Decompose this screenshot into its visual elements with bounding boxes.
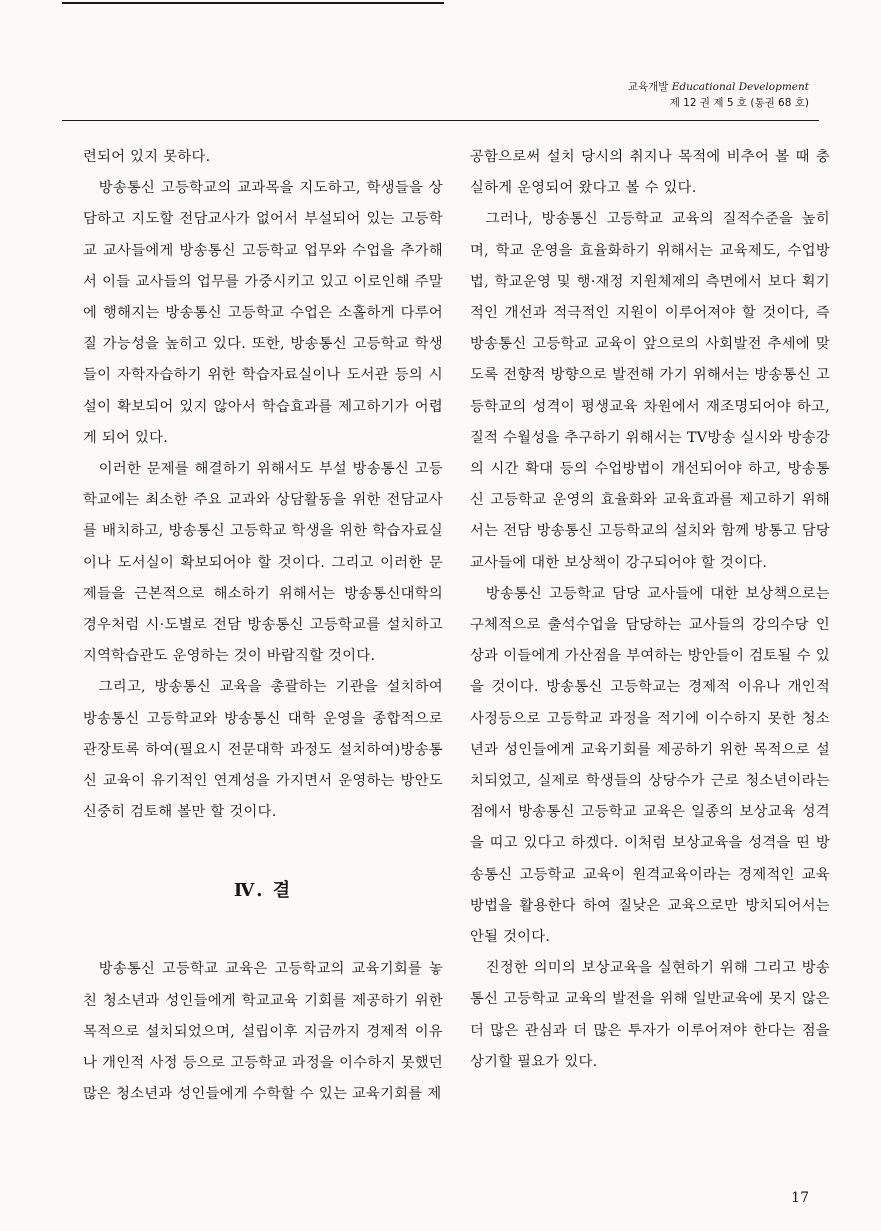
section-title: Ⅳ. 결 <box>233 880 293 902</box>
left-column <box>83 142 443 1110</box>
paragraph: 진정한 의미의 보상교육을 실현하기 위해 그리고 방송통신 고등학교 교육의 발전을 위해 일반교육에 못지 않은 더 많은 관심과 더 많은 투자가 이루어져야 한다는 점을 상기할 필요가 있다. <box>470 960 830 1070</box>
paragraph: 련되어 있지 못하다. <box>83 149 211 165</box>
right-column <box>470 142 830 1078</box>
header-rule <box>62 120 819 121</box>
paragraph: 그리고, 방송통신 교육을 총괄하는 기관을 설치하여 방송통신 고등학교와 방송통신 대학 운영을 종합적으로 관장토록 하여(필요시 전문대학 과정도 설치하여)방송통신 교육이 유기적인 연계성을 가지면서 운영하는 방안도 신중히 검토해 볼만 할 것이다. <box>83 679 443 821</box>
journal-title-en: Educational Development <box>671 81 809 93</box>
paragraph: 방송통신 고등학교의 교과목을 지도하고, 학생들을 상담하고 지도할 전담교사가 없어서 부설되어 있는 고등학교 교사들에게 방송통신 고등학교 업무와 수업을 추가해서 이들 교사들의 업무를 가중시키고 있고 이로인해 주말에 행해지는 방송통신 고등학교 수업은 소홀하게 다루어질 가능성을 높히고 있다. 또한, 방송통신 고등학교 학생들이 자학자습하기 위한 학습자료실이나 도서관 등의 시설이 확보되어 있지 않아서 학습효과를 제고하기가 어렵게 되어 있다. <box>83 180 443 446</box>
section-gap <box>83 922 443 954</box>
running-header <box>628 79 809 111</box>
journal-title <box>628 79 809 95</box>
paragraph: 공함으로써 설치 당시의 취지나 목적에 비추어 볼 때 충실하게 운영되어 왔다고 볼 수 있다. <box>470 149 830 197</box>
top-rule <box>62 2 444 4</box>
section-gap <box>83 828 443 860</box>
journal-title-kr: 교육개발 <box>627 81 669 93</box>
page-number: 17 <box>791 1190 809 1206</box>
paragraph: 이러한 문제를 해결하기 위해서도 부설 방송통신 고등학교에는 최소한 주요 교과와 상담활동을 위한 전담교사를 배치하고, 방송통신 고등학교 학생을 위한 학습자료실이나 도서실이 확보되어야 할 것이다. 그리고 이러한 문제들을 근본적으로 해소하기 위해서는 방송통신대학의 경우처럼 시·도별로 전담 방송통신 고등학교를 설치하고 지역학습관도 운영하는 것이 바람직할 것이다. <box>83 461 443 665</box>
paragraph: 방송통신 고등학교 교육은 고등학교의 교육기회를 놓친 청소년과 성인들에게 학교교육 기회를 제공하기 위한 목적으로 설치되었으며, 설립이후 지금까지 경제적 이유나 개인적 사정 등으로 고등학교 과정을 이수하지 못했던 많은 청소년과 성인들에게 수학할 수 있는 교육기회를 제 <box>83 961 443 1103</box>
paragraph: 그러나, 방송통신 고등학교 교육의 질적수준을 높히며, 학교 운영을 효율화하기 위해서는 교육제도, 수업방법, 학교운영 및 행·재정 지원체제의 측면에서 보다 획기적인 개선과 적극적인 지원이 이루어져야 할 것이다, 즉 방송통신 고등학교 교육이 앞으로의 사회발전 추세에 맞도록 전향적 방향으로 발전해 가기 위해서는 방송통신 고등학교의 성격이 평생교육 차원에서 재조명되어야 하고, 질적 수월성을 추구하기 위해서는 TV방송 실시와 방송강의 시간 확대 등의 수업방법이 개선되어야 하고, 방송통신 고등학교 운영의 효율화와 교육효과를 제고하기 위해서는 전담 방송통신 고등학교의 설치와 함께 방통고 담당 교사들에 대한 보상책이 강구되어야 할 것이다. <box>470 211 830 571</box>
issue-info: 제 12 권 제 5 호 (통권 68 호) <box>669 97 809 109</box>
paragraph: 방송통신 고등학교 담당 교사들에 대한 보상책으로는 구체적으로 출석수업을 담당하는 교사들의 강의수당 인상과 이들에게 가산점을 부여하는 방안들이 검토될 수 있을 것이다. 방송통신 고등학교는 경제적 이유나 개인적 사정등으로 고등학교 과정을 적기에 이수하지 못한 청소년과 성인들에게 교육기회를 제공하기 위한 목적으로 설치되었고, 실제로 학생들의 상당수가 근로 청소년이라는 점에서 방송통신 고등학교 교육은 일종의 보상교육 성격을 띠고 있다고 하겠다. 이처럼 보상교육을 성격을 띤 방송통신 고등학교 교육이 원격교육이라는 경제적인 교육방법을 활용한다 하여 질낮은 교육으로만 방치되어서는 안될 것이다. <box>470 585 830 946</box>
